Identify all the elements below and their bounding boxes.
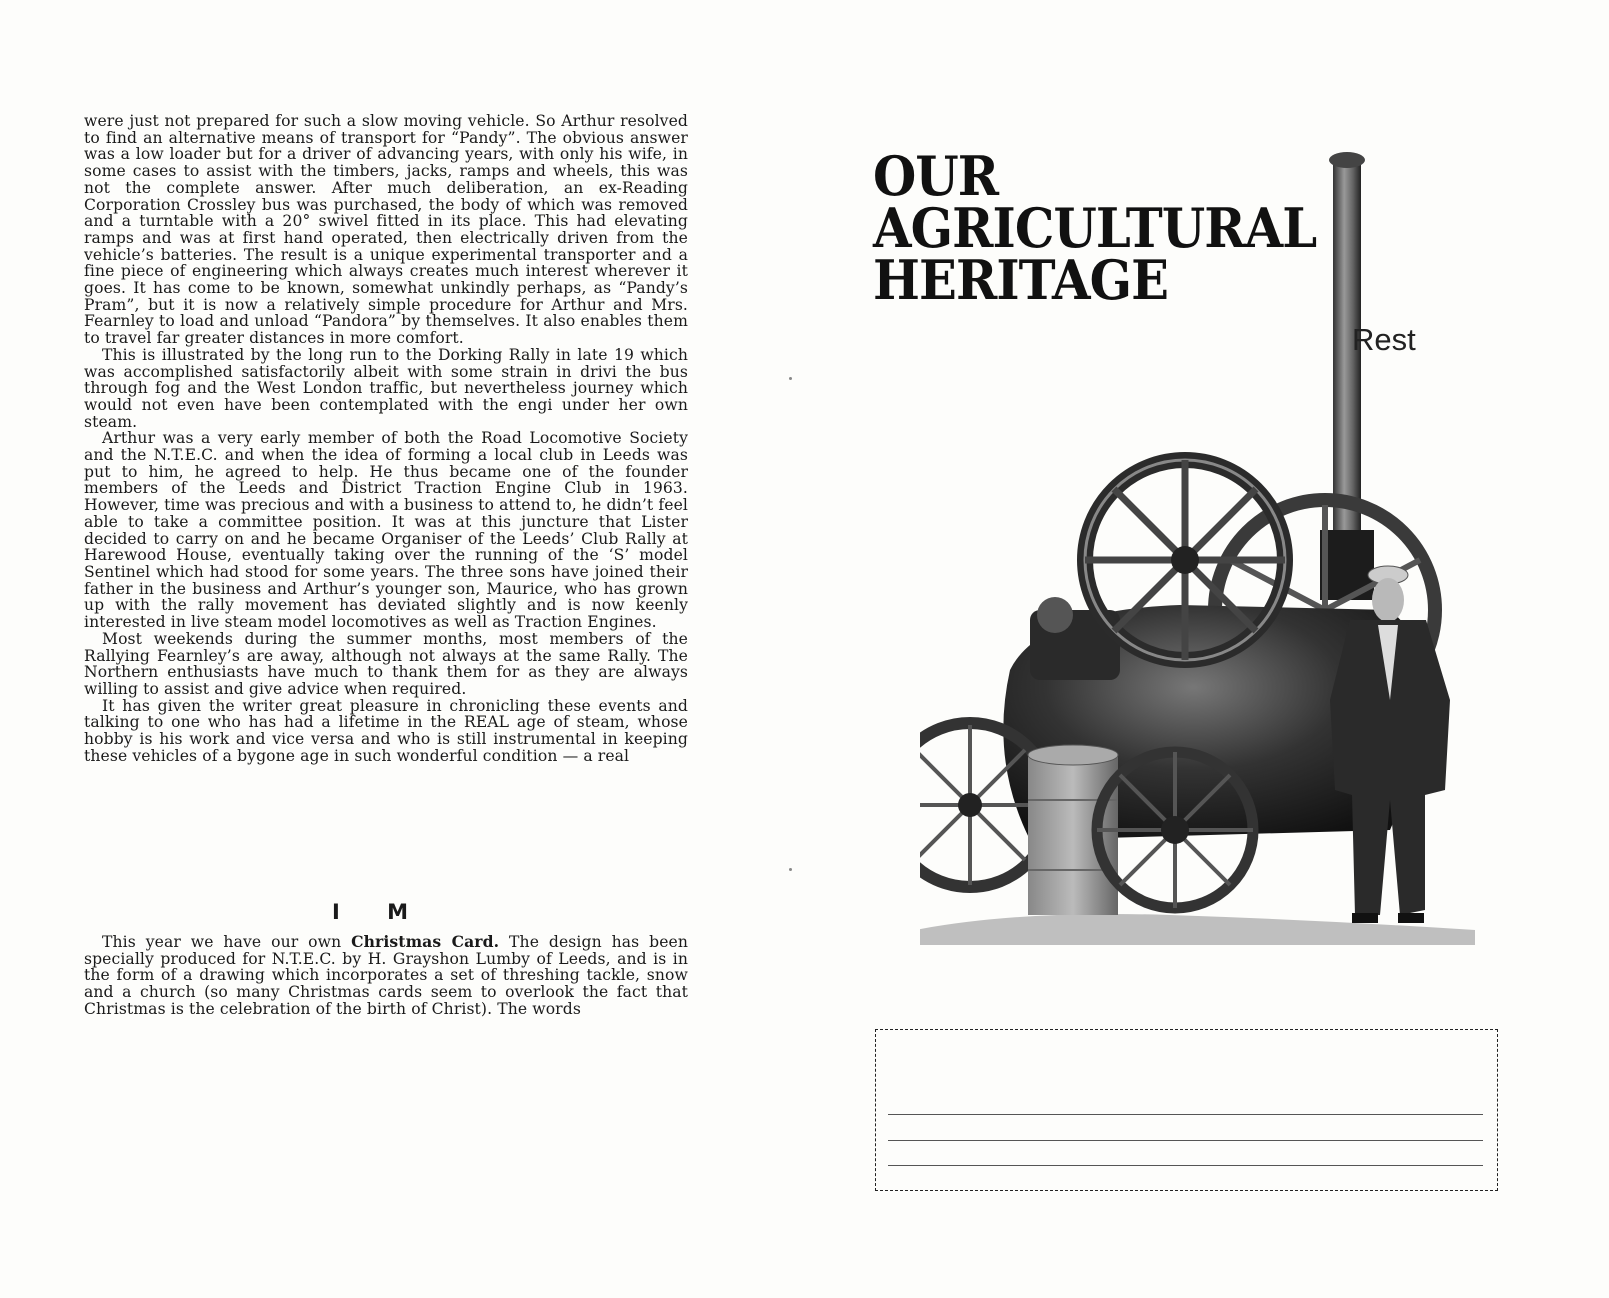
chimney-top	[1329, 152, 1365, 168]
rear-wheel	[1097, 752, 1253, 908]
article-column	[84, 113, 688, 764]
margin-dot	[789, 868, 792, 871]
article-paragraph: were just not prepared for such a slow moving vehicle. So Arthur resolved to find an alternative means of transport for “Pandy”. The obvious answer was a low loader but for a driver of advancing years, with only his wife, in some cases to assist with the timbers, jacks, ramps and wheels, this was not the complete answer. After much deliberation, an ex-Reading Corporation Crossley bus was purchased, the body of which was removed and a turntable with a 20° swivel fitted in its place. This had elevating ramps and was at first hand operated, then electrically driven from the vehicle’s batteries. The result is a unique experimental transporter and a fine piece of engineering which always creates much interest wherever it goes. It has come to be known, somewhat unkindly perhaps, as “Pandy’s Pram”, but it is now a relatively simple procedure for Arthur and Mrs. Fearnley to load and unload “Pandora” by themselves. It also enables them to travel far greater distances in more comfort.	[84, 112, 688, 348]
card-text-before: This year we have our own	[102, 933, 352, 951]
box-rule	[888, 1165, 1483, 1166]
title-line: OUR	[873, 144, 999, 208]
title-line: AGRICULTURAL	[873, 196, 1317, 260]
box-rule	[888, 1140, 1483, 1141]
valve	[1037, 597, 1073, 633]
flywheel	[1085, 460, 1285, 660]
article-paragraph: Most weekends during the summer months, most members of the Rallying Fearnley’s are away, although not always at the same Rally. The Northern enthusiasts have much to thank them for as they are always willing to assist and give advice when required.	[84, 629, 688, 698]
section-heading: I M	[331, 900, 429, 924]
title-line: HERITAGE	[873, 248, 1169, 312]
article-paragraph: It has given the writer great pleasure in chronicling these events and talking to one who has had a lifetime in the REAL age of steam, whose hobby is his work and vice versa and who is still instrumental in keeping these vehicles of a bygone age in such wonderful condition — a real	[84, 696, 688, 765]
ground-shadow	[920, 914, 1475, 945]
article-paragraph: This is illustrated by the long run to the Dorking Rally in late 19 which was accomplished satisfactorily albeit with some strain in drivi the bus through fog and the West London traffic, but nevertheless journey which would not even have been contemplated with the engi under her own steam.	[84, 345, 688, 431]
dashed-address-box	[875, 1029, 1498, 1191]
card-text-after: The design has been specially produced for N.T.E.C. by H. Grayshon Lumby of Leeds, and is in the form of a drawing which incorporates a set of threshing tackle, snow and a church (so many Christmas cards seem to overlook the fact that Christmas is the celebration of the birth of Christ). The words	[84, 933, 688, 1018]
card-text-bold: Christmas Card.	[351, 932, 500, 951]
box-rule	[888, 1114, 1483, 1115]
article-paragraph: Arthur was a very early member of both the Road Locomotive Society and the N.T.E.C. and when the idea of forming a local club in Leeds was put to him, he agreed to help. He thus became one of the founder members of the Leeds and District Traction Engine Club in 1963. However, time was precious and with a business to attend to, he didn’t feel able to take a committee position. It was at this juncture that Lister decided to carry on and he became Organiser of the Leeds’ Club Rally at Harewood House, eventually taking over the running of the ‘S’ model Sentinel which had stood for some years. The three sons have joined their father in the business and Arthur’s younger son, Maurice, who has grown up with the rally movement has deviated slightly and is now keenly interested in live steam model locomotives as well as Traction Engines.	[84, 429, 688, 632]
christmas-card-paragraph	[84, 934, 688, 1018]
cover-subtitle: Rest	[1352, 322, 1416, 357]
margin-dot	[789, 377, 792, 380]
cover-title	[873, 144, 1317, 312]
